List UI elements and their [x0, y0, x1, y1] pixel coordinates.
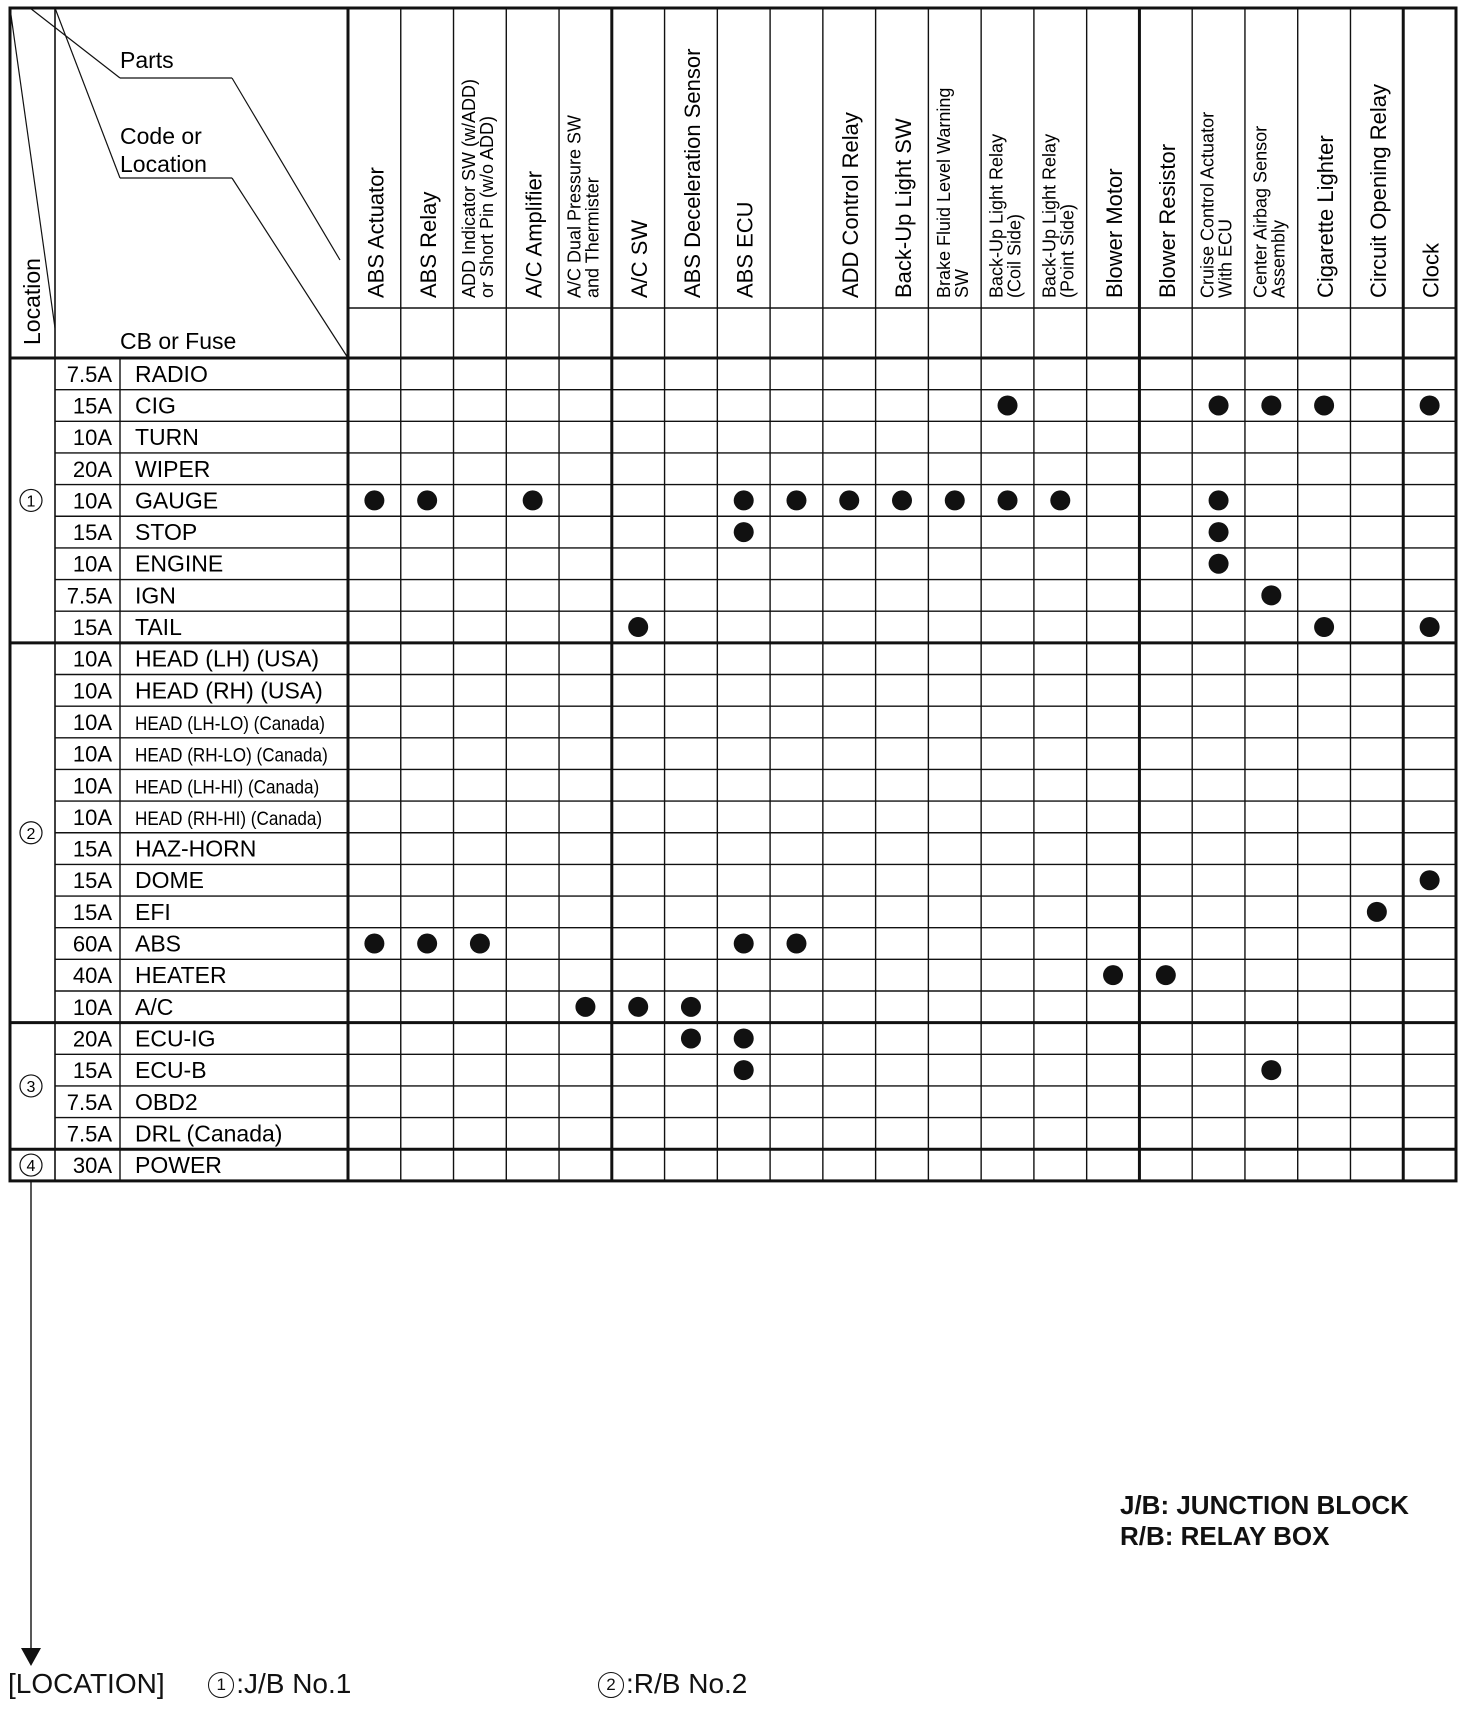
- location-note-item2: :R/B No.2: [626, 1668, 748, 1699]
- column-header: SW: [951, 269, 972, 298]
- column-header: Cruise Control Actuator: [1197, 111, 1218, 298]
- connection-dot: [1209, 554, 1229, 574]
- connection-dot: [945, 490, 965, 510]
- location-number-2: 2: [598, 1672, 624, 1698]
- connection-dot: [734, 522, 754, 542]
- connection-dot: [1209, 522, 1229, 542]
- column-header: or Short Pin (w/o ADD): [476, 115, 497, 298]
- fuse-name: GAUGE: [135, 487, 219, 514]
- connection-dot: [734, 1060, 754, 1080]
- fuse-name: HEAD (LH) (USA): [135, 645, 320, 672]
- fuse-label: CB or Fuse: [120, 328, 237, 354]
- connection-dot: [681, 1028, 701, 1048]
- column-header: ABS Actuator: [363, 167, 389, 298]
- fuse-amperage: 20A: [72, 456, 112, 482]
- location-note-item1: :J/B No.1: [236, 1668, 352, 1699]
- arrow-head: [21, 1648, 41, 1666]
- connection-dot: [1103, 965, 1123, 985]
- header-diagonal: [232, 78, 340, 260]
- column-header: Back-Up Light Relay: [986, 133, 1007, 298]
- connection-dot: [364, 490, 384, 510]
- connection-dot: [734, 490, 754, 510]
- fuse-name: STOP: [135, 519, 198, 546]
- fuse-name: DOME: [135, 867, 204, 894]
- connection-dot: [1050, 490, 1070, 510]
- connection-dot: [1367, 902, 1387, 922]
- fuse-amperage: 10A: [72, 646, 112, 672]
- fuse-amperage: 10A: [72, 678, 112, 704]
- fuse-name: ABS: [135, 930, 182, 957]
- fuse-name: WIPER: [135, 455, 211, 482]
- column-header: Circuit Opening Relay: [1365, 84, 1391, 298]
- fuse-amperage: 7.5A: [66, 1121, 112, 1147]
- column-header: ABS ECU: [732, 201, 758, 298]
- fuse-name: OBD2: [135, 1088, 198, 1115]
- connection-dot: [1420, 617, 1440, 637]
- location-label: Location: [19, 258, 45, 345]
- connection-dot: [1209, 395, 1229, 415]
- fuse-name: RADIO: [135, 360, 208, 387]
- header-diagonal: [30, 8, 120, 78]
- connection-dot: [1314, 395, 1334, 415]
- fuse-amperage: 7.5A: [66, 361, 112, 387]
- fuse-name: DRL (Canada): [135, 1120, 283, 1147]
- fuse-amperage: 15A: [72, 615, 112, 641]
- fuse-name: HEAD (RH) (USA): [135, 677, 323, 704]
- connection-dot: [998, 395, 1018, 415]
- abbreviation-legend: [1120, 1490, 1409, 1552]
- fuse-amperage: 15A: [72, 1058, 112, 1084]
- connection-dot: [786, 934, 806, 954]
- code-label-line2: Location: [120, 151, 207, 177]
- fuse-amperage: 15A: [72, 868, 112, 894]
- fuse-name: HEAD (LH-HI) (Canada): [135, 776, 320, 798]
- column-header: Clock: [1418, 242, 1444, 298]
- location-group-number: 4: [26, 1158, 36, 1176]
- fuse-amperage: 40A: [72, 963, 112, 989]
- connection-dot: [1261, 1060, 1281, 1080]
- location-group-number: 1: [26, 493, 36, 511]
- fuse-amperage: 10A: [72, 741, 112, 767]
- fuse-amperage: 7.5A: [66, 583, 112, 609]
- column-header: ABS Deceleration Sensor: [679, 48, 705, 298]
- connection-dot: [998, 490, 1018, 510]
- column-header: (Point Side): [1057, 203, 1078, 298]
- fuse-name: HEAD (LH-LO) (Canada): [135, 713, 325, 735]
- fuse-amperage: 10A: [72, 709, 112, 735]
- column-header: ADD Control Relay: [838, 112, 864, 298]
- fuse-amperage: 30A: [72, 1153, 112, 1179]
- connection-dot: [1420, 395, 1440, 415]
- fuse-amperage: 15A: [72, 393, 112, 419]
- location-note: [8, 1668, 351, 1700]
- column-header: Assembly: [1268, 219, 1289, 298]
- column-header: Back-Up Light SW: [891, 118, 916, 298]
- fuse-amperage: 20A: [72, 1026, 112, 1052]
- code-label-line1: Code or: [120, 123, 202, 149]
- fuse-name: TAIL: [135, 614, 182, 641]
- fuse-name: HAZ-HORN: [135, 835, 257, 862]
- fuse-name: EFI: [135, 898, 171, 925]
- connection-dot: [523, 490, 543, 510]
- connection-dot: [575, 997, 595, 1017]
- connection-dot: [892, 490, 912, 510]
- fuse-name: POWER: [135, 1152, 222, 1179]
- fuse-amperage: 15A: [72, 520, 112, 546]
- parts-label: Parts: [120, 47, 174, 73]
- column-header: Blower Motor: [1102, 168, 1128, 298]
- column-header: Back-Up Light Relay: [1039, 133, 1060, 298]
- column-header: and Thermister: [582, 177, 603, 298]
- fuse-name: ECU-IG: [135, 1025, 216, 1052]
- connection-dot: [839, 490, 859, 510]
- fuse-amperage: 15A: [72, 836, 112, 862]
- connection-dot: [786, 490, 806, 510]
- fuse-amperage: 10A: [72, 804, 112, 830]
- column-header: A/C SW: [627, 219, 653, 298]
- header-diagonal: [55, 8, 120, 178]
- legend-junction-block: J/B: JUNCTION BLOCK: [1120, 1490, 1409, 1520]
- connection-dot: [417, 490, 437, 510]
- fuse-name: A/C: [135, 993, 174, 1020]
- column-header: With ECU: [1215, 218, 1236, 298]
- column-header: A/C Dual Pressure SW: [564, 114, 585, 298]
- connection-dot: [417, 934, 437, 954]
- fuse-name: HEAD (RH-LO) (Canada): [135, 744, 328, 766]
- fuse-amperage: 10A: [72, 425, 112, 451]
- fuse-name: CIG: [135, 392, 176, 419]
- column-header: ADD Indicator SW (w/ADD): [458, 78, 479, 298]
- fuse-amperage: 7.5A: [66, 1089, 112, 1115]
- location-group-number: 2: [26, 825, 36, 843]
- column-header: Center Airbag Sensor: [1250, 125, 1271, 298]
- connection-dot: [734, 934, 754, 954]
- fuse-amperage: 10A: [72, 994, 112, 1020]
- fuse-amperage: 10A: [72, 551, 112, 577]
- location-note-prefix: [LOCATION]: [8, 1668, 165, 1699]
- connection-dot: [681, 997, 701, 1017]
- connection-dot: [1209, 490, 1229, 510]
- location-note-2: [598, 1668, 747, 1700]
- connection-dot: [1261, 585, 1281, 605]
- legend-relay-box: R/B: RELAY BOX: [1120, 1521, 1330, 1551]
- connection-dot: [1156, 965, 1176, 985]
- location-number-1: 1: [208, 1672, 234, 1698]
- connection-dot: [1261, 395, 1281, 415]
- connection-dot: [1314, 617, 1334, 637]
- table-frame: [10, 8, 1456, 1181]
- fuse-name: HEATER: [135, 962, 227, 989]
- fuse-amperage: 10A: [72, 488, 112, 514]
- fuse-amperage: 10A: [72, 773, 112, 799]
- connection-dot: [628, 997, 648, 1017]
- header-diagonal: [232, 178, 348, 358]
- column-header: (Coil Side): [1004, 213, 1025, 298]
- connection-dot: [364, 934, 384, 954]
- column-header: Brake Fluid Level Warning: [933, 87, 954, 298]
- column-header: ABS Relay: [416, 191, 442, 298]
- column-header: Cigarette Lighter: [1313, 135, 1339, 298]
- column-header: Blower Resistor: [1154, 143, 1180, 298]
- column-header: A/C Amplifier: [521, 170, 547, 298]
- fuse-amperage: 60A: [72, 931, 112, 957]
- fuse-name: ECU-B: [135, 1057, 207, 1084]
- fuse-name: TURN: [135, 424, 199, 451]
- fuse-name: IGN: [135, 582, 176, 609]
- connection-dot: [628, 617, 648, 637]
- connection-dot: [470, 934, 490, 954]
- location-group-number: 3: [26, 1078, 36, 1096]
- fuse-name: ENGINE: [135, 550, 224, 577]
- connection-dot: [1420, 870, 1440, 890]
- fuse-amperage: 15A: [72, 899, 112, 925]
- connection-dot: [734, 1028, 754, 1048]
- fuse-name: HEAD (RH-HI) (Canada): [135, 808, 323, 830]
